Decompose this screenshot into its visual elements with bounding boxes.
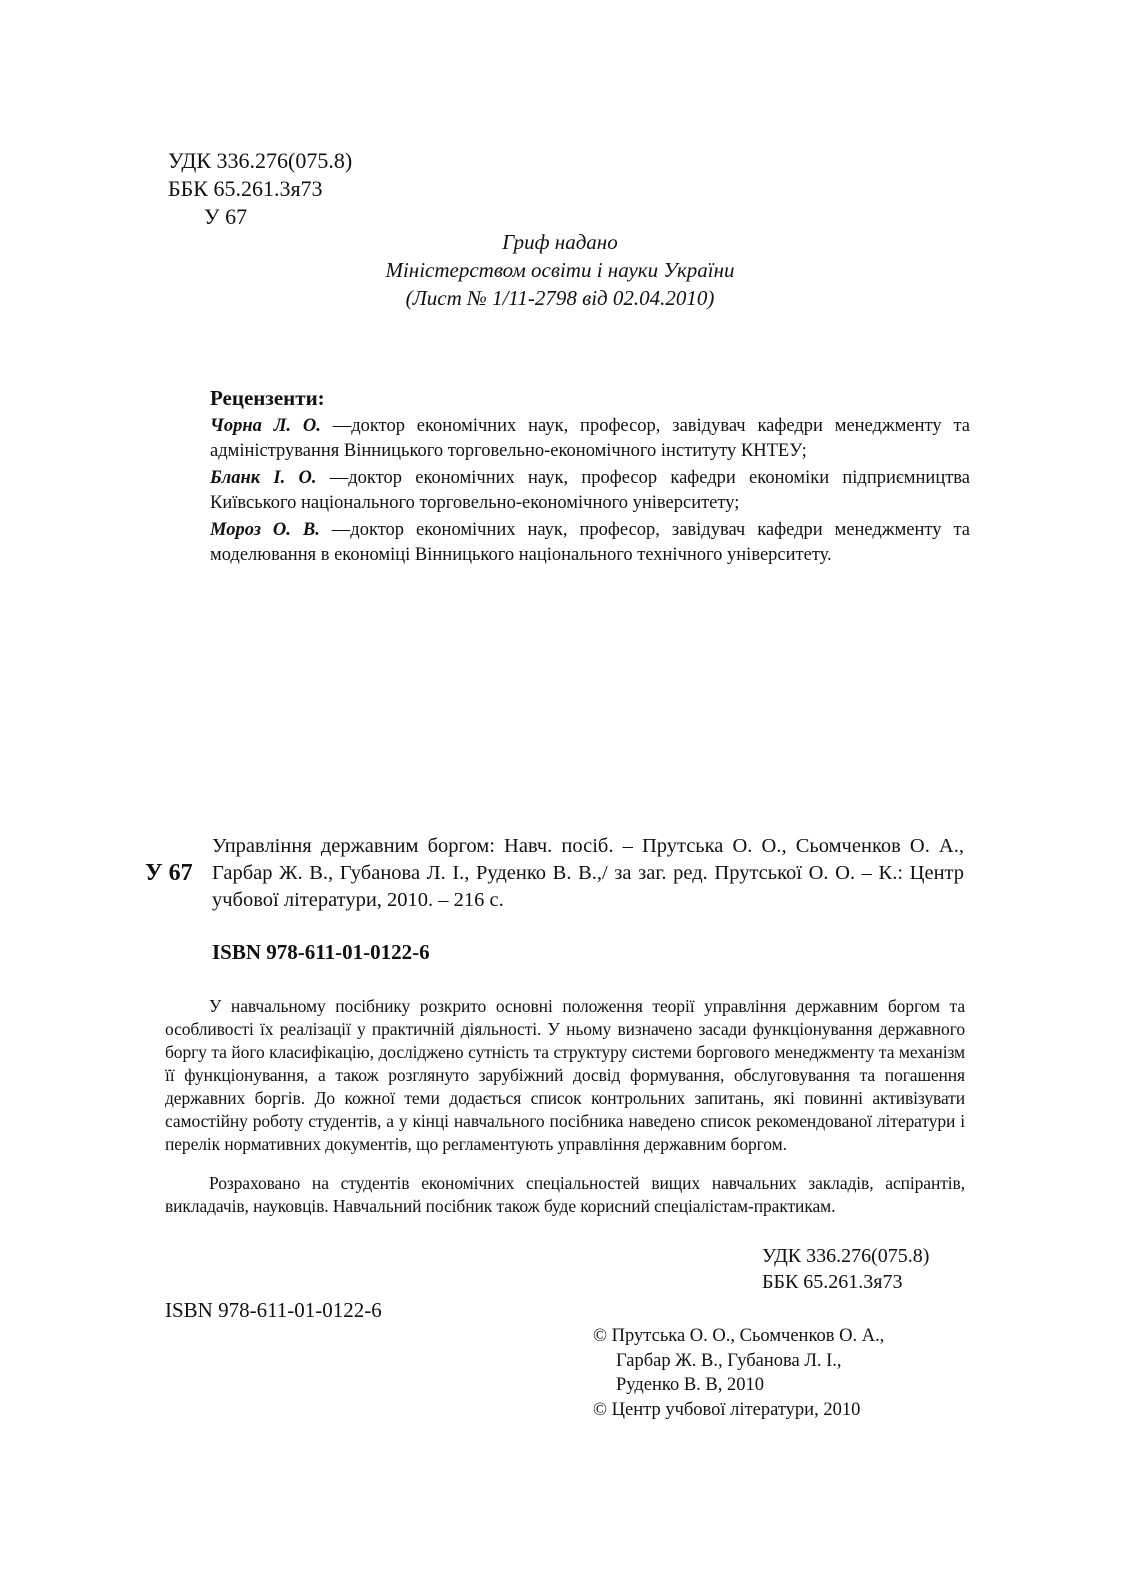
author-mark-top: У 67	[204, 204, 248, 229]
copyright-block	[593, 1324, 884, 1422]
bbk-bottom: ББК 65.261.3я73	[762, 1271, 903, 1293]
reviewer-item	[210, 518, 970, 568]
udk-top: УДК 336.276(075.8)	[168, 148, 353, 173]
annotation-paragraph: У навчальному посібнику розкрито основні положення теорії управління державним боргом та особливості їх реалізації у практичній діяльності. У ньому визначено засади функціонування державного боргу та його класифікацію, досліджено сутність та структуру системи боргового менеджменту та механізм її функціонування, а також розглянуто зарубіжний досвід формування, обслуговування та погашення державних боргів. До кожної теми додається список контрольних запитань, які повинні активізувати самостійну роботу студентів, а у кінці навчального посібника наведено список рекомендованої літератури і перелік нормативних документів, що регламентують управління державним боргом.	[165, 996, 965, 1154]
approval-stamp	[330, 228, 790, 312]
reviewer-name: Мороз О. В.	[210, 520, 320, 540]
reviewer-item	[210, 414, 970, 464]
isbn-plain: ISBN 978-611-01-0122-6	[165, 1298, 382, 1322]
reviewer-item	[210, 466, 970, 516]
approval-line-2: Міністерством освіти і науки України	[385, 258, 735, 282]
annotation-paragraph: Розраховано на студентів економічних спеціальностей вищих навчальних закладів, аспірантів, викладачів, науковців. Навчальний посібник також буде корисний спеціалістам-практикам.	[165, 1173, 965, 1216]
copyright-line: Гарбар Ж. В., Губанова Л. І.,	[616, 1350, 842, 1371]
copyright-line: © Прутська О. О., Сьомченков О. А.,	[593, 1326, 885, 1346]
reviewer-description: —доктор економічних наук, професор, завідувач кафедри менеджменту та адміністрування Вінницького торговельно-економічного інституту КНТЕУ;	[210, 416, 970, 461]
copyright-line: © Центр учбової літератури, 2010	[593, 1399, 861, 1420]
reviewer-description: —доктор економічних наук, професор кафедри економіки підприємництва Київського національного торговельно-економічного університету;	[210, 468, 971, 513]
approval-line-1: Гриф надано	[502, 230, 618, 254]
reviewer-description: —доктор економічних наук, професор, завідувач кафедри менеджменту та моделювання в економіці Вінницького національного технічного університету.	[210, 520, 970, 565]
reviewer-name: Чорна Л. О.	[210, 416, 321, 436]
bbk-top: ББК 65.261.3я73	[168, 176, 323, 201]
bibliographic-description: Управління державним боргом: Навч. посіб. – Прутська О. О., Сьомченков О. А., Гарбар Ж. В., Губанова Л. І., Руденко В. В.,/ за заг. ред. Прутської О. О. – К.: Центр учбової літератури, 2010. – 216 с.	[212, 835, 964, 911]
udk-bottom: УДК 336.276(075.8)	[762, 1245, 930, 1267]
reviewer-name: Бланк І. О.	[210, 468, 317, 488]
approval-line-3: (Лист № 1/11-2798 від 02.04.2010)	[405, 286, 715, 310]
copyright-line: Руденко В. В, 2010	[616, 1375, 764, 1395]
reviewers-heading: Рецензенти:	[210, 386, 325, 410]
isbn-bold: ISBN 978-611-01-0122-6	[212, 940, 430, 964]
author-mark: У 67	[145, 860, 193, 886]
